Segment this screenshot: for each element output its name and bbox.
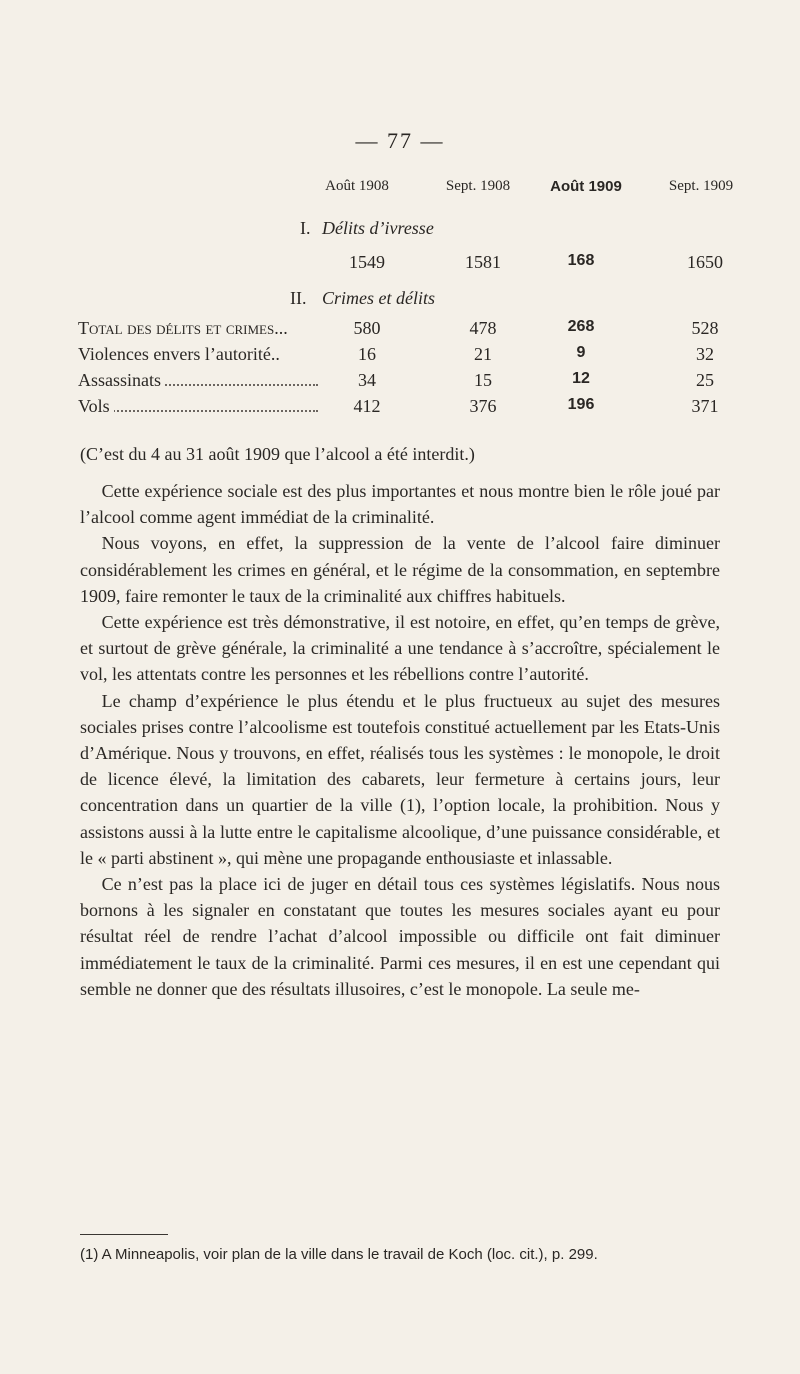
table-cell: 21 [474,344,492,364]
section-title: Crimes et délits [322,288,435,308]
row-label: Assassinats [78,370,318,391]
footnote: (1) A Minneapolis, voir plan de la ville dans le travail de Koch (loc. cit.), p. 299. [80,1246,598,1263]
table-cell: 1581 [465,252,501,272]
table-cell: 15 [474,370,492,390]
paragraph: Ce n’est pas la place ici de juger en détail tous ces systèmes législatifs. Nous nous bornons à les signaler en constatant que toutes les mesures sociales ayant eu pour résultat réel de rendre l’achat d’alcool impossible ou difficile ont fait diminuer immédiatement le taux de la criminalité. Parmi ces mesures, il en est une cependant qui semble ne donner que des résultats illusoires, c’est le monopole. La seule me- [80,874,720,999]
column-header-sept-1908: Sept. 1908 [445,178,511,194]
page-number: — 77 — [355,128,445,153]
table-cell: 478 [469,318,497,338]
table-cell: 9 [576,344,586,361]
paragraph: Le champ d’expérience le plus étendu et le plus fructueux au sujet des mesures sociales prises contre l’alcoolisme est toutefois constitué actuellement par les Etats-Unis d’Amérique. Nous y trouvons, en effet, réalisés tous les systèmes : le monopole, le droit de licence élevé, la limitation des cabarets, leur fermeture à certains jours, leur concentration dans un quartier de la ville (1), l’option locale, la prohibition. Nous y assistons aussi à la lutte entre le capitalisme alcoolique, d’une puissance considérable, et le « parti abstinent », qui mène une propagande enthousiaste et inlassable. [80,690,720,868]
row-label: Violences envers l’autorité.. [78,344,318,365]
table-cell: 528 [691,318,719,338]
column-header-aout-1908: Août 1908 [325,178,389,194]
section-title: Délits d’ivresse [322,218,434,238]
table-cell: 371 [691,396,719,416]
table-note: (C’est du 4 au 31 août 1909 que l’alcool a été interdit.) [80,444,475,464]
table-column-headers [0,178,800,200]
column-header-aout-1909: Août 1909 [550,178,622,195]
row-label: Vols [78,396,318,417]
leader-dots [78,410,318,412]
paragraph: Cette expérience sociale est des plus importantes et nous montre bien le rôle joué par l’alcool comme agent immédiat de la criminalité. [80,481,720,528]
table-row [0,370,800,394]
table-cell: 196 [567,396,595,413]
table-cell: 268 [567,318,595,335]
table-cell: 16 [358,344,376,364]
section-heading-crimes-delits [0,288,800,312]
table-cell: 32 [696,344,714,364]
table-row [0,396,800,420]
table-cell: 580 [353,318,381,338]
table-cell: 25 [696,370,714,390]
column-header-sept-1909: Sept. 1909 [668,178,734,194]
table-cell: 1549 [349,252,385,272]
paragraph: Cette expérience est très démonstrative, il est notoire, en effet, qu’en temps de grève, et surtout de grève générale, la criminalité a une tendance à s’accroître, spécialement le vol, les attentats contre les personnes et les rébellions contre l’autorité. [80,612,720,685]
section-numeral: I. [300,218,311,238]
table-cell: 1650 [687,252,723,272]
table-row [0,344,800,368]
table-row-delits-ivresse [0,252,800,276]
row-label: Total des délits et crimes... [78,318,318,339]
table-cell: 12 [572,370,590,387]
table-row [0,318,800,342]
table-cell: 412 [353,396,381,416]
table-cell: 34 [358,370,376,390]
table-cell: 376 [469,396,497,416]
footnote-rule [80,1234,168,1235]
section-heading-delits-ivresse [0,218,800,242]
section-numeral: II. [290,288,307,308]
paragraph: Nous voyons, en effet, la suppression de la vente de l’alcool faire diminuer considérablement les crimes en général, et le régime de la consommation, en septembre 1909, faire remonter le taux de la criminalité aux chiffres habituels. [80,533,720,606]
table-cell: 168 [567,252,595,269]
body-text [80,478,720,1002]
